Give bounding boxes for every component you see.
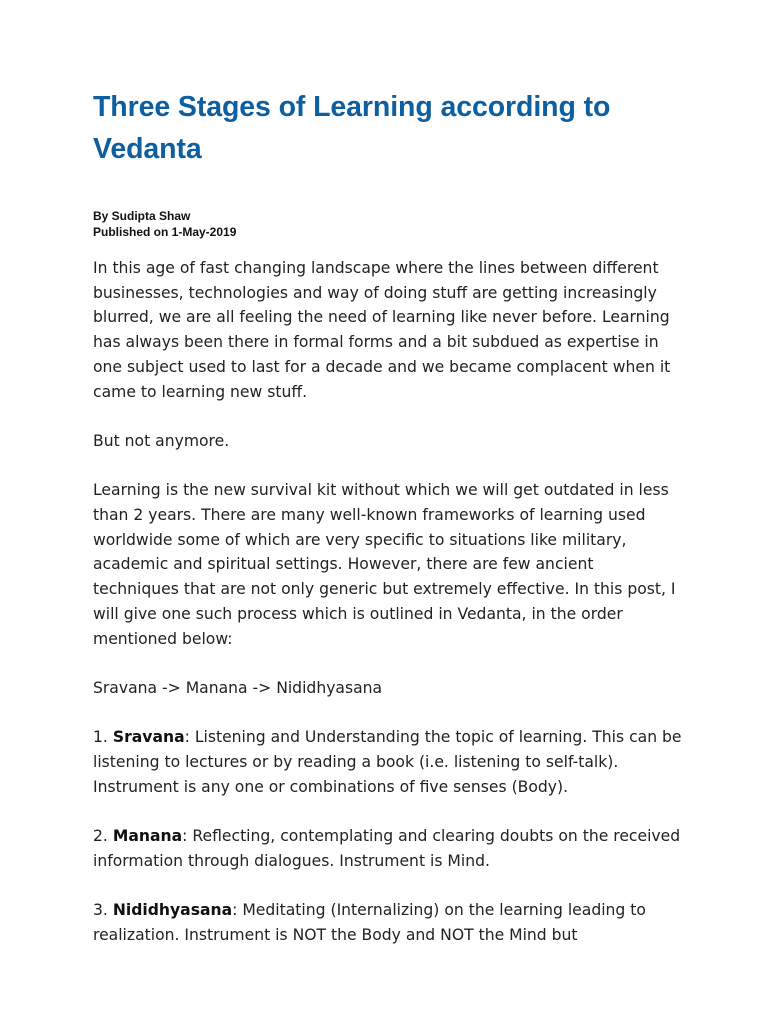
article-title: Three Stages of Learning according to Vedanta: [93, 91, 611, 165]
stage-sequence: Sravana -> Manana -> Nididhyasana: [93, 678, 383, 697]
stage-name: Nididhyasana: [112, 901, 233, 920]
article-body: [93, 256, 683, 948]
publish-date: Published on 1-May-2019: [93, 225, 237, 239]
article-page: [93, 86, 683, 972]
paragraph-survival-kit: Learning is the new survival kit without which we will get outdated in less than 2 years. There are many well-known frameworks of learning used worldwide some of which are very specific to situations like military, academic and spiritual settings. However, there are few ancient techniques that are not only generic but extremely effective. In this post, I will give one such process which is outlined in Vedanta, in the order mentioned below:: [93, 481, 676, 648]
stage-number: 2.: [93, 827, 113, 846]
paragraph-intro: In this age of fast changing landscape where the lines between different businesses, technologies and way of doing stuff are getting increasingly blurred, we are all feeling the need of learning like never before. Learning has always been there in formal forms and a bit subdued as expertise in one subject used to last for a decade and we became complacent when it came to learning new stuff.: [93, 259, 671, 401]
stage-number: 3.: [93, 901, 113, 920]
stage-description: : Meditating (Internalizing) on the learning leading to realization. Instrument is NOT the Body and NOT the Mind but: [93, 901, 646, 944]
stage-name: Manana: [112, 827, 183, 846]
stage-number: 1.: [93, 728, 113, 747]
article-meta: [93, 208, 683, 240]
stage-description: : Listening and Understanding the topic of learning. This can be listening to lectures or by reading a book (i.e. listening to self-talk). Instrument is any one or combinations of five senses (Body).: [93, 728, 682, 796]
author-byline: By Sudipta Shaw: [93, 209, 191, 223]
paragraph-not-anymore: But not anymore.: [93, 431, 230, 450]
stage-item-manana: [93, 824, 683, 873]
stage-item-nididhyasana: [93, 898, 683, 947]
stage-description: : Reflecting, contemplating and clearing doubts on the received information through dialogues. Instrument is Mind.: [93, 827, 681, 870]
stage-item-sravana: [93, 725, 683, 799]
stage-name: Sravana: [112, 728, 185, 747]
